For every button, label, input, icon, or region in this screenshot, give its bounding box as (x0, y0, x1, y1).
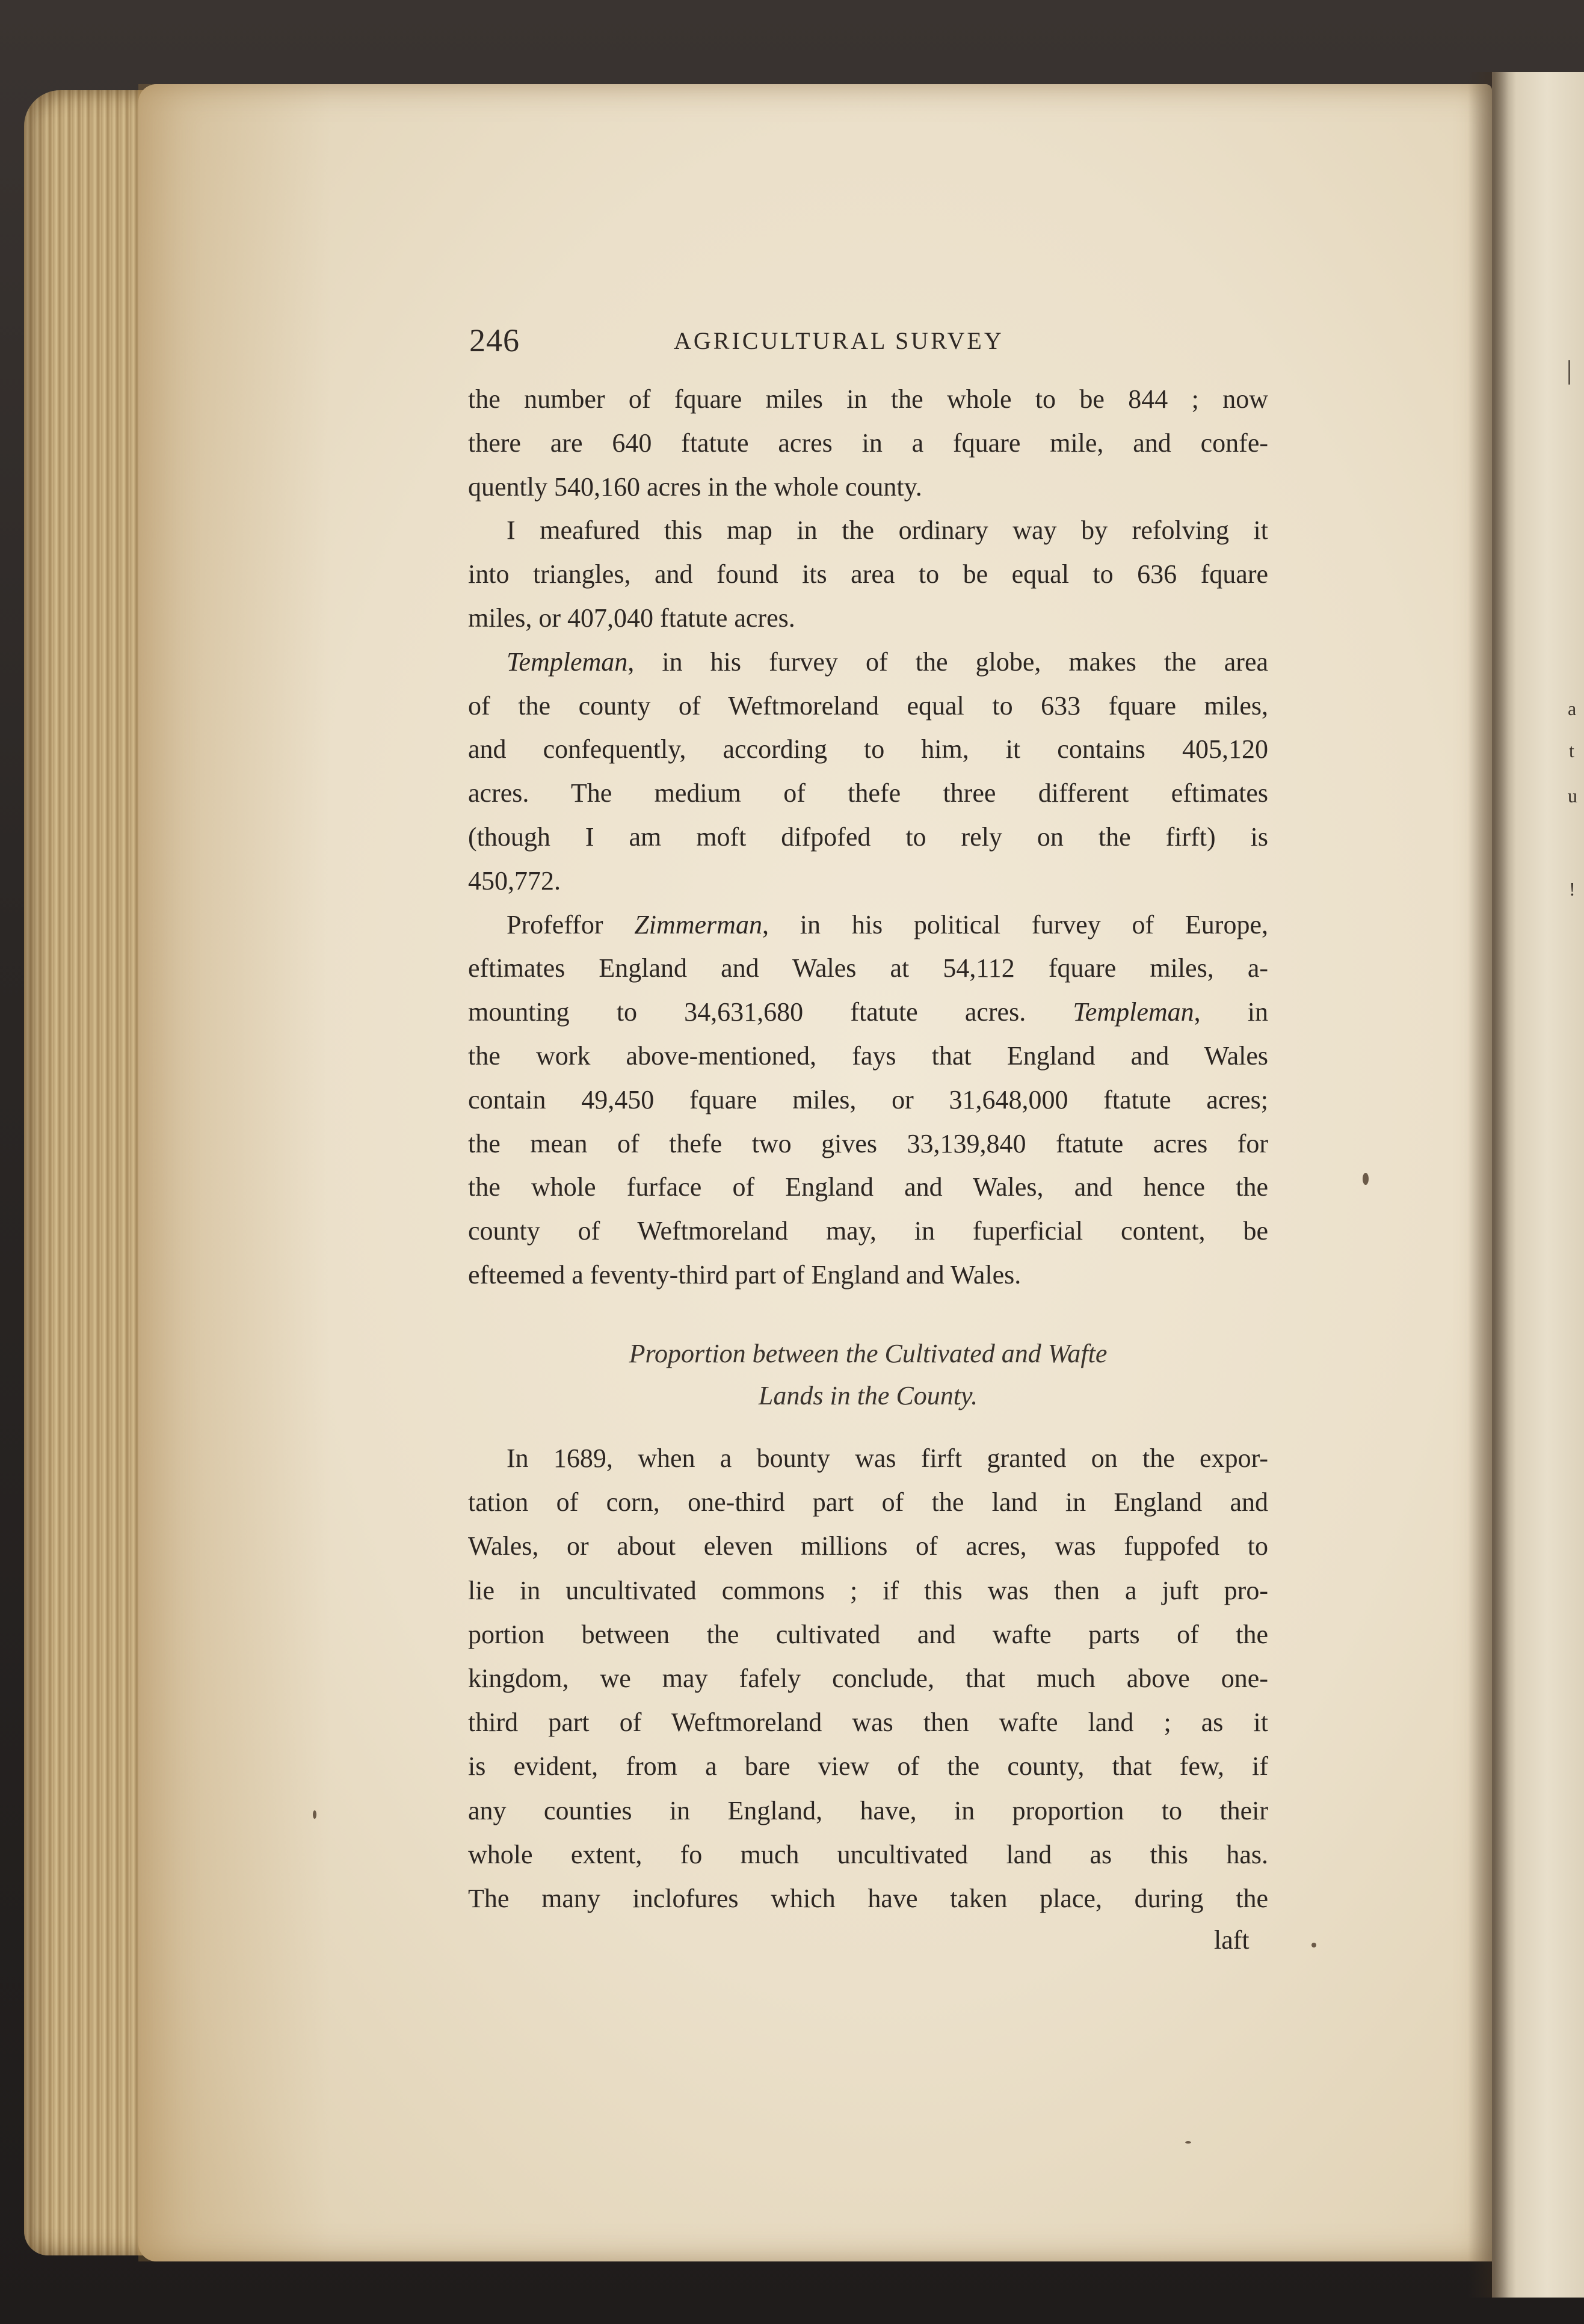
italic-name: Templeman (507, 647, 628, 677)
text-line: In 1689, when a bounty was firft granted on the expor- (507, 1443, 1268, 1473)
text-line: there are 640 ftatute acres in a fquare mile, and confe- (468, 428, 1268, 458)
text-run: Profeffor (507, 909, 635, 939)
book-gutter-shadow (1468, 72, 1516, 2298)
text-line: kingdom, we may fafely conclude, that much above one- (468, 1663, 1268, 1693)
section-heading (468, 1333, 1268, 1417)
text-line: contain 49,450 fquare miles, or 31,648,000 ftatute acres; (468, 1084, 1268, 1114)
text-line: eftimates England and Wales at 54,112 fquare miles, a- (468, 953, 1268, 983)
page-foxing (138, 84, 331, 2261)
text-line: third part of Weftmoreland was then wafte land ; as it (468, 1708, 1268, 1738)
text-run: , in (1194, 997, 1268, 1027)
facing-page-mark: t (1569, 740, 1574, 761)
facing-page-mark: a (1568, 698, 1577, 719)
section-heading-line: Proportion between the Cultivated and Wafte (629, 1339, 1108, 1368)
text-line: of the county of Weftmoreland equal to 633 fquare miles, (468, 690, 1268, 721)
text-line: into triangles, and found its area to be equal to 636 fquare (468, 559, 1268, 589)
text-line: (though I am moft difpofed to rely on the firft) is (468, 822, 1268, 852)
text-line: and confequently, according to him, it contains 405,120 (468, 734, 1268, 764)
page-header (469, 322, 1107, 364)
facing-page-mark: u (1568, 785, 1577, 807)
paper-fleck (1363, 1173, 1369, 1185)
paper-fleck (313, 1810, 316, 1819)
text-line: the number of fquare miles in the whole to be 844 ; now (468, 384, 1268, 414)
paper-fleck (1311, 1943, 1316, 1947)
text-line: the whole furface of England and Wales, and hence the (468, 1172, 1268, 1202)
text-line: county of Weftmoreland may, in fuperficial content, be (468, 1216, 1268, 1246)
text-line: portion between the cultivated and wafte parts of the (468, 1619, 1268, 1649)
italic-name: Templeman (1073, 997, 1194, 1027)
text-run: mounting to 34,631,680 ftatute acres. (468, 997, 1073, 1027)
text-line: the work above-mentioned, fays that England and Wales (468, 1041, 1268, 1071)
text-line: is evident, from a bare view of the county, that few, if (468, 1751, 1268, 1781)
text-line: Wales, or about eleven millions of acres, was fuppofed to (468, 1531, 1268, 1561)
body-text-section (468, 1436, 1268, 1920)
text-line: lie in uncultivated commons ; if this was then a juft pro- (468, 1575, 1268, 1605)
text-line: efteemed a feventy-third part of England and Wales. (468, 1259, 1022, 1290)
italic-name: Zimmerman (634, 909, 762, 939)
facing-page-mark: | (1567, 355, 1572, 385)
text-line: whole extent, fo much uncultivated land as this has. (468, 1839, 1268, 1869)
facing-page-mark: ! (1569, 878, 1576, 900)
running-head: AGRICULTURAL SURVEY (674, 327, 1004, 354)
text-line (468, 641, 1268, 684)
text-line: 450,772. (468, 865, 561, 896)
text-line (468, 903, 1268, 947)
text-line: the mean of thefe two gives 33,139,840 ftatute acres for (468, 1128, 1268, 1158)
text-run: , in his political furvey of Europe, (762, 909, 1268, 939)
text-line: The many inclofures which have taken place, during the (468, 1883, 1268, 1913)
text-line: any counties in England, have, in proportion to their (468, 1795, 1268, 1825)
text-line: quently 540,160 acres in the whole county. (468, 472, 922, 502)
body-text (468, 378, 1268, 1297)
text-line (468, 991, 1268, 1034)
paper-fleck (1185, 2141, 1191, 2144)
text-line: I meafured this map in the ordinary way by refolving it (507, 515, 1268, 546)
text-line: tation of corn, one-third part of the land in England and (468, 1487, 1268, 1517)
text-line: miles, or 407,040 ftatute acres. (468, 603, 795, 633)
page-number: 246 (469, 322, 520, 358)
text-run: , in his furvey of the globe, makes the area (627, 647, 1268, 677)
text-line: acres. The medium of thefe three different eftimates (468, 778, 1268, 808)
catchword: laft (1214, 1925, 1250, 1955)
section-heading-line: Lands in the County. (758, 1381, 978, 1410)
